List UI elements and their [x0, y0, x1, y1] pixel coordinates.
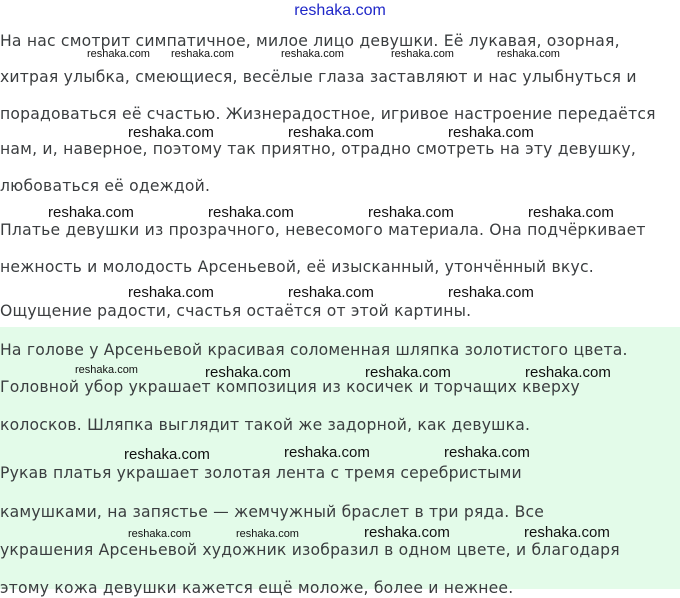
text-line: этому кожа девушки кажется ещё моложе, более и нежнее.	[0, 579, 514, 597]
watermark-text: reshaka.com	[171, 48, 234, 60]
site-header-link[interactable]: reshaka.com	[294, 2, 386, 19]
watermark-text: reshaka.com	[528, 204, 614, 221]
watermark-text: reshaka.com	[124, 446, 210, 463]
watermark-text: reshaka.com	[281, 48, 344, 60]
text-line: Головной убор украшает композиция из косичек и торчащих кверху	[0, 378, 580, 396]
watermark-text: reshaka.com	[444, 444, 530, 461]
text-line: нам, и, наверное, поэтому так приятно, отрадно смотреть на эту девушку,	[0, 140, 637, 158]
watermark-text: reshaka.com	[525, 364, 611, 381]
text-line: порадоваться её счастью. Жизнерадостное, игривое настроение передаётся	[0, 105, 656, 123]
text-line: Ощущение радости, счастья остаётся от этой картины.	[0, 302, 472, 320]
text-line: хитрая улыбка, смеющиеся, весёлые глаза заставляют и нас улыбнуться и	[0, 68, 637, 86]
watermark-text: reshaka.com	[48, 204, 134, 221]
watermark-text: reshaka.com	[288, 124, 374, 141]
watermark-text: reshaka.com	[208, 204, 294, 221]
text-line: нежность и молодость Арсеньевой, её изысканный, утончённый вкус.	[0, 258, 594, 276]
watermark-text: reshaka.com	[87, 48, 150, 60]
watermark-text: reshaka.com	[497, 48, 560, 60]
watermark-text: reshaka.com	[364, 524, 450, 541]
text-line: На нас смотрит симпатичное, милое лицо девушки. Её лукавая, озорная,	[0, 32, 620, 50]
watermark-text: reshaka.com	[368, 204, 454, 221]
watermark-text: reshaka.com	[448, 124, 534, 141]
watermark-text: reshaka.com	[391, 48, 454, 60]
text-line: колосков. Шляпка выглядит такой же задорной, как девушка.	[0, 416, 531, 434]
watermark-text: reshaka.com	[205, 364, 291, 381]
watermark-text: reshaka.com	[236, 528, 299, 540]
watermark-text: reshaka.com	[288, 284, 374, 301]
watermark-text: reshaka.com	[128, 284, 214, 301]
text-line: камушками, на запястье — жемчужный браслет в три ряда. Все	[0, 503, 545, 521]
text-line: любоваться её одеждой.	[0, 177, 211, 195]
watermark-text: reshaka.com	[128, 528, 191, 540]
watermark-text: reshaka.com	[365, 364, 451, 381]
text-line: Рукав платья украшает золотая лента с тремя серебристыми	[0, 464, 522, 482]
text-line: На голове у Арсеньевой красивая соломенная шляпка золотистого цвета.	[0, 341, 628, 359]
watermark-text: reshaka.com	[75, 364, 138, 376]
text-line: украшения Арсеньевой художник изобразил в одном цвете, и благодаря	[0, 541, 620, 559]
text-line: Платье девушки из прозрачного, невесомого материала. Она подчёркивает	[0, 221, 646, 239]
watermark-text: reshaka.com	[128, 124, 214, 141]
watermark-text: reshaka.com	[284, 444, 370, 461]
watermark-text: reshaka.com	[524, 524, 610, 541]
watermark-text: reshaka.com	[448, 284, 534, 301]
